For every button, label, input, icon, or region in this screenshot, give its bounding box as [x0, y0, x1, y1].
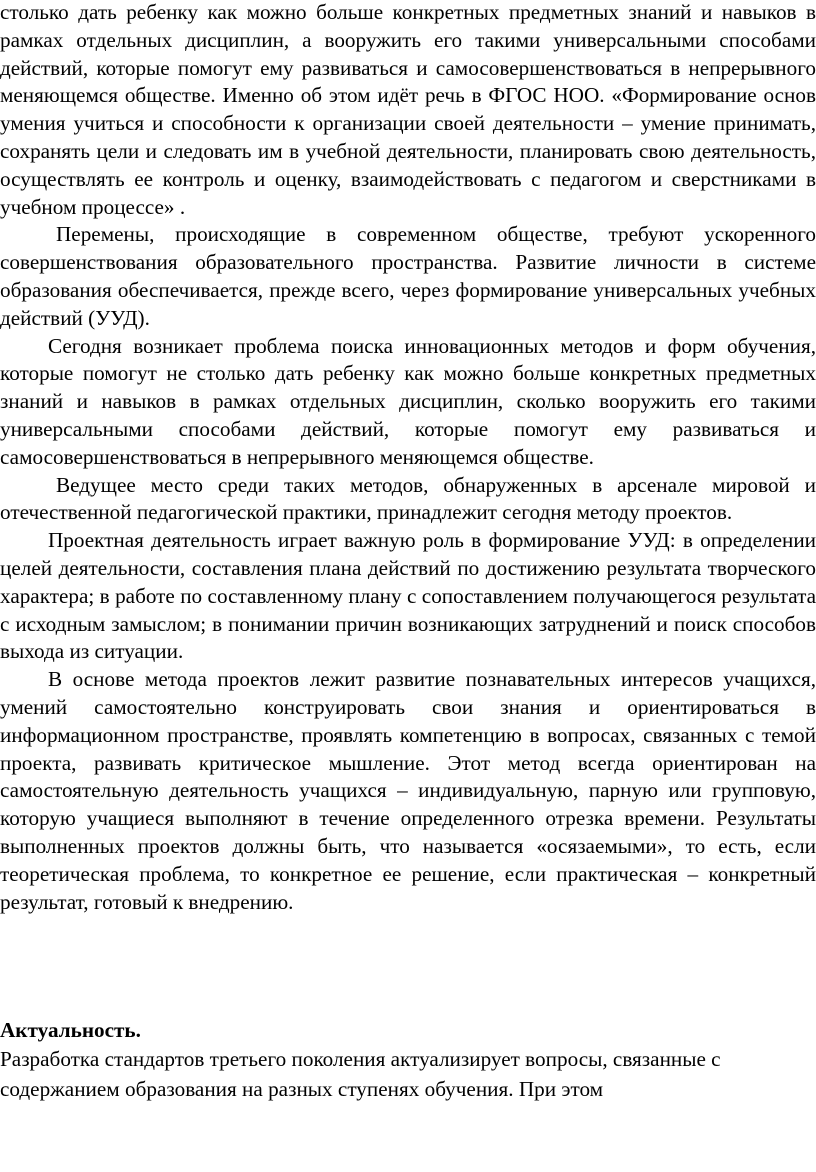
paragraph-problem: Сегодня возникает проблема поиска инновационных методов и форм обучения, которые помогут не столько дать ребенку как можно больше конкретных предметных знаний и навыков в рамках отдельных дисциплин, сколько вооружить его такими универсальными способами действий, которые помогут ему развиваться и самосовершенствоваться в непрерывного меняющемся обществе.: [0, 333, 816, 469]
paragraph-project-method: Ведущее место среди таких методов, обнаруженных в арсенале мировой и отечественной педагогической практики, принадлежит сегодня методу проектов.: [0, 472, 816, 525]
paragraph-intro: столько дать ребенку как можно больше конкретных предметных знаний и навыков в рамках отдельных дисциплин, а вооружить его такими универсальными способами действий, которые помогут ему развиваться и самосовершенствоваться в непрерывного меняющемся обществе. Именно об этом идёт речь в ФГОС НОО. «Формирование основ умения учиться и способности к организации своей деятельности – умение принимать, сохранять цели и следовать им в учебной деятельности, планировать свою деятельность, осуществлять ее контроль и оценку, взаимодействовать с педагогом и сверстниками в учебном процессе» .: [0, 0, 816, 219]
section-text: Разработка стандартов третьего поколения актуализирует вопросы, связанные с содержанием образования на разных ступенях обучения. При этом: [0, 1047, 721, 1102]
blank-space: [0, 916, 816, 1016]
paragraph-method-basis: В основе метода проектов лежит развитие познавательных интересов учащихся, умений самостоятельно конструировать свои знания и ориентироваться в информационном пространстве, проявлять компетенцию в вопросах, связанных с темой проекта, развивать критическое мышление. Этот метод всегда ориентирован на самостоятельную деятельность учащихся – индивидуальную, парную или групповую, которую учащиеся выполняют в течение определенного отрезка времени. Результаты выполненных проектов должны быть, что называется «осязаемыми», то есть, если теоретическая проблема, то конкретное ее решение, если практическая – конкретный результат, готовый к внедрению.: [0, 667, 816, 914]
paragraph-project-activity: Проектная деятельность играет важную роль в формирование УУД: в определении целей деятельности, составления плана действий по достижению результата творческого характера; в работе по составленному плану с сопоставлением получающегося результата с исходным замыслом; в понимании причин возникающих затруднений и поиск способов выхода из ситуации.: [0, 528, 816, 664]
section-heading: Актуальность.: [0, 1018, 141, 1043]
paragraph-changes: Перемены, происходящие в современном обществе, требуют ускоренного совершенствования образовательного пространства. Развитие личности в системе образования обеспечивается, прежде всего, через формирование универсальных учебных действий (УУД).: [0, 222, 816, 330]
